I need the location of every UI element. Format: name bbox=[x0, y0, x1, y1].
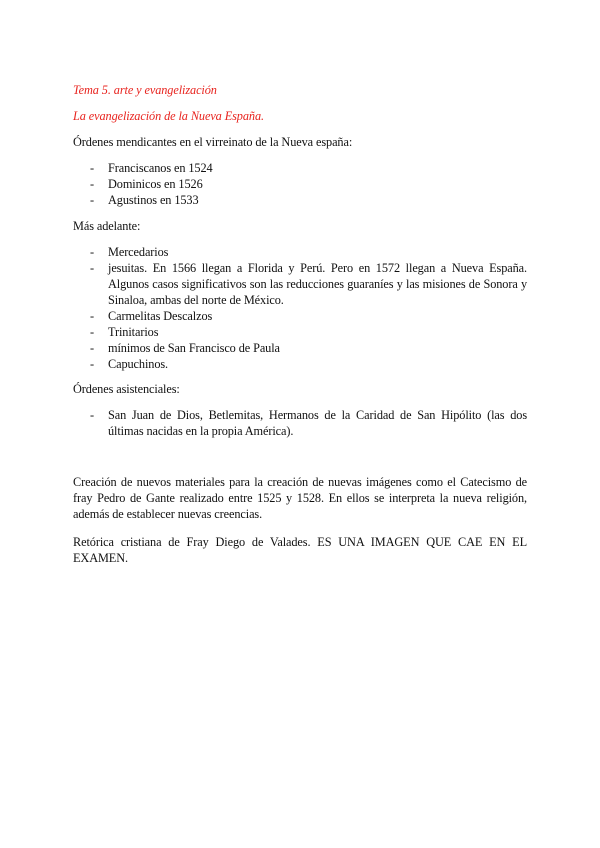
paragraph-christian-rhetoric: Retórica cristiana de Fray Diego de Valades. ES UNA IMAGEN QUE CAE EN EL EXAMEN. bbox=[73, 535, 527, 565]
topic-title: Tema 5. arte y evangelización bbox=[73, 83, 217, 97]
dash-bullet: - bbox=[90, 245, 94, 259]
list-item: - Dominicos en 1526 bbox=[90, 177, 203, 191]
list-item: - Mercedarios bbox=[90, 245, 169, 259]
list-item: - Agustinos en 1533 bbox=[90, 193, 199, 207]
section-heading-assistance-orders: Órdenes asistenciales: bbox=[73, 382, 180, 396]
dash-bullet: - bbox=[90, 309, 94, 323]
section-heading-later-orders: Más adelante: bbox=[73, 219, 141, 233]
list-item: - mínimos de San Francisco de Paula bbox=[90, 341, 280, 355]
dash-bullet: - bbox=[90, 161, 94, 175]
list-item: - jesuitas. En 1566 llegan a Florida y Perú. Pero en 1572 llegan a Nueva España. Algunos casos significativos son las reducciones guaraníes y las misiones de Sonora y Sinaloa, ambas del norte de México. bbox=[90, 261, 527, 307]
paragraph-new-materials: Creación de nuevos materiales para la creación de nuevas imágenes como el Catecismo de fray Pedro de Gante realizado entre 1525 y 1528. En ellos se interpreta la nueva religión, además de establecer nuevas creencias. bbox=[73, 475, 527, 521]
dash-bullet: - bbox=[90, 177, 94, 191]
list-item: - Franciscanos en 1524 bbox=[90, 161, 213, 175]
dash-bullet: - bbox=[90, 408, 94, 422]
subtitle: La evangelización de la Nueva España. bbox=[73, 109, 264, 123]
list-item: - San Juan de Dios, Betlemitas, Hermanos de la Caridad de San Hipólito (las dos últimas nacidas en la propia América). bbox=[90, 408, 527, 438]
list-assistance-orders bbox=[73, 407, 527, 439]
list-item: - Carmelitas Descalzos bbox=[90, 309, 213, 323]
dash-bullet: - bbox=[90, 357, 94, 371]
list-item: - Trinitarios bbox=[90, 325, 159, 339]
dash-bullet: - bbox=[90, 325, 94, 339]
dash-bullet: - bbox=[90, 341, 94, 355]
list-item: - Capuchinos. bbox=[90, 357, 169, 371]
dash-bullet: - bbox=[90, 193, 94, 207]
dash-bullet: - bbox=[90, 261, 94, 275]
list-later-orders bbox=[73, 244, 527, 372]
section-heading-mendicant-orders: Órdenes mendicantes en el virreinato de la Nueva españa: bbox=[73, 135, 353, 149]
list-mendicant-orders bbox=[73, 160, 527, 208]
